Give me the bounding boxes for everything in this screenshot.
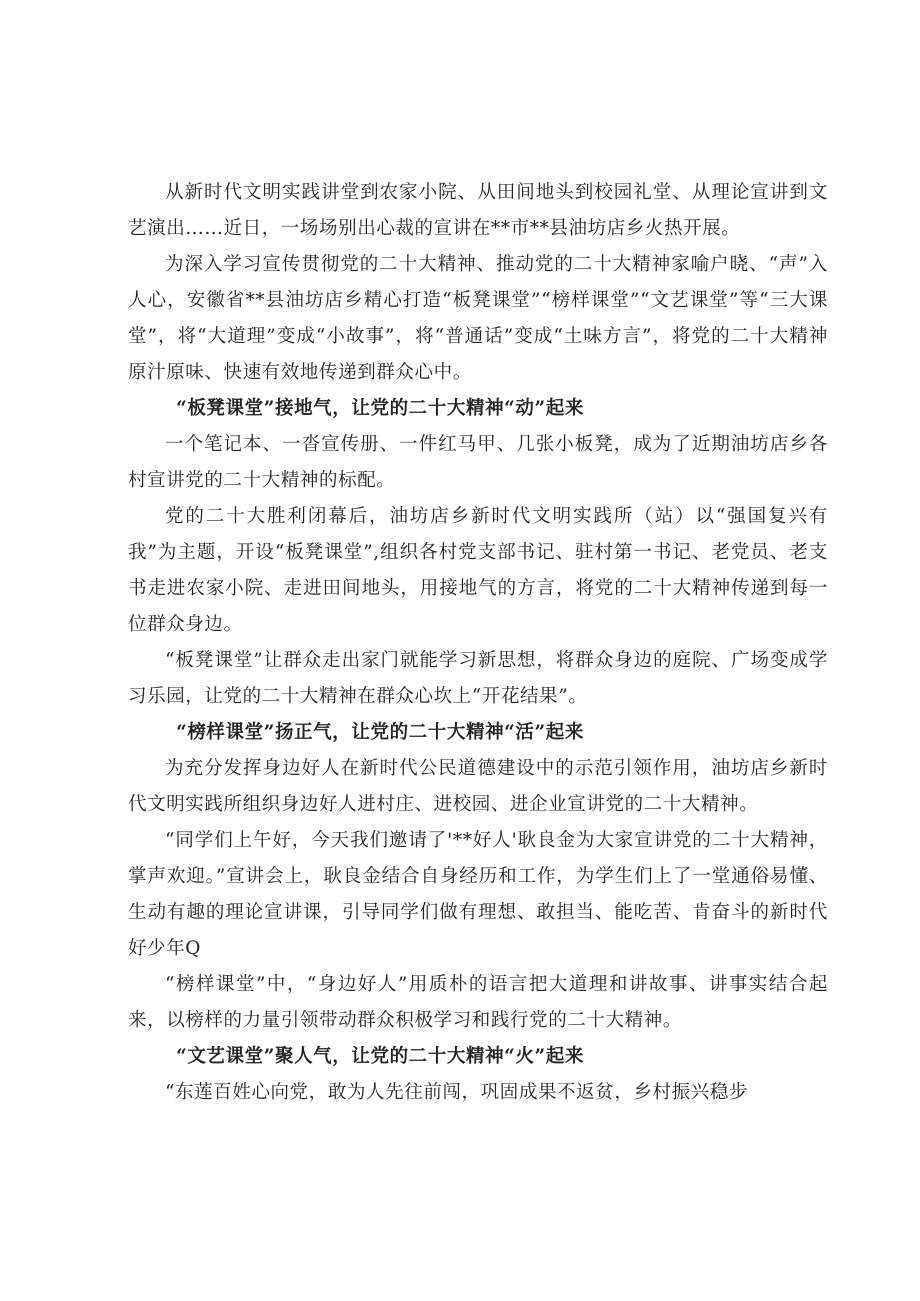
- intro-paragraph-2: 为深入学习宣传贯彻党的二十大精神、推动党的二十大精神家喻户晓、“声”入人心，安徽省**县油坊店乡精心打造“板凳课堂”“榜样课堂”“文艺课堂”等“三大课堂”，将“大道理”变成“小故事”，将“普通话”变成“土味方言”，将党的二十大精神原汁原味、快速有效地传递到群众心中。: [128, 254, 828, 383]
- section2-paragraph-3: “榜样课堂”中，“身边好人”用质朴的语言把大道理和讲故事、讲事实结合起来，以榜样的力量引领带动群众积极学习和践行党的二十大精神。: [128, 974, 828, 1031]
- section1-paragraph-2: 党的二十大胜利闭幕后，油坊店乡新时代文明实践所（站）以“强国复兴有我”为主题，开设“板凳课堂”,组织各村党支部书记、驻村第一书记、老党员、老支书走进农家小院、走进田间地头，用接地气的方言，将党的二十大精神传递到每一位群众身边。: [128, 506, 828, 635]
- section2-paragraph-1: 为充分发挥身边好人在新时代公民道德建设中的示范引领作用，油坊店乡新时代文明实践所组织身边好人进村庄、进校园、进企业宣讲党的二十大精神。: [128, 758, 828, 815]
- section-heading-bench-classroom: “板凳课堂”接地气，让党的二十大精神“动”起来: [176, 398, 584, 419]
- section3-paragraph-1: “东莲百姓心向党，敢为人先往前闯，巩固成果不返贫，乡村振兴稳步: [165, 1082, 749, 1103]
- section1-paragraph-1: 一个笔记本、一沓宣传册、一件红马甲、几张小板凳，成为了近期油坊店乡各村宣讲党的二十大精神的标配。: [128, 434, 828, 491]
- section1-paragraph-3: “板凳课堂”让群众走出家门就能学习新思想，将群众身边的庭院、广场变成学习乐园，让党的二十大精神在群众心坎上“开花结果”。: [128, 650, 828, 707]
- section2-paragraph-2: “同学们上午好，今天我们邀请了'**好人'耿良金为大家宣讲党的二十大精神，掌声欢迎。”宣讲会上，耿良金结合自身经历和工作，为学生们上了一堂通俗易懂、生动有趣的理论宣讲课，引导同学们做有理想、敢担当、能吃苦、肯奋斗的新时代好少年Q: [128, 830, 828, 959]
- document-body: [128, 175, 828, 1111]
- section-heading-role-model-classroom: “榜样课堂”扬正气，让党的二十大精神“活”起来: [176, 722, 584, 743]
- intro-paragraph-1: 从新时代文明实践讲堂到农家小院、从田间地头到校园礼堂、从理论宣讲到文艺演出……近日，一场场别出心裁的宣讲在**市**县油坊店乡火热开展。: [128, 182, 828, 239]
- section-heading-arts-classroom: “文艺课堂”聚人气，让党的二十大精神“火”起来: [176, 1046, 584, 1067]
